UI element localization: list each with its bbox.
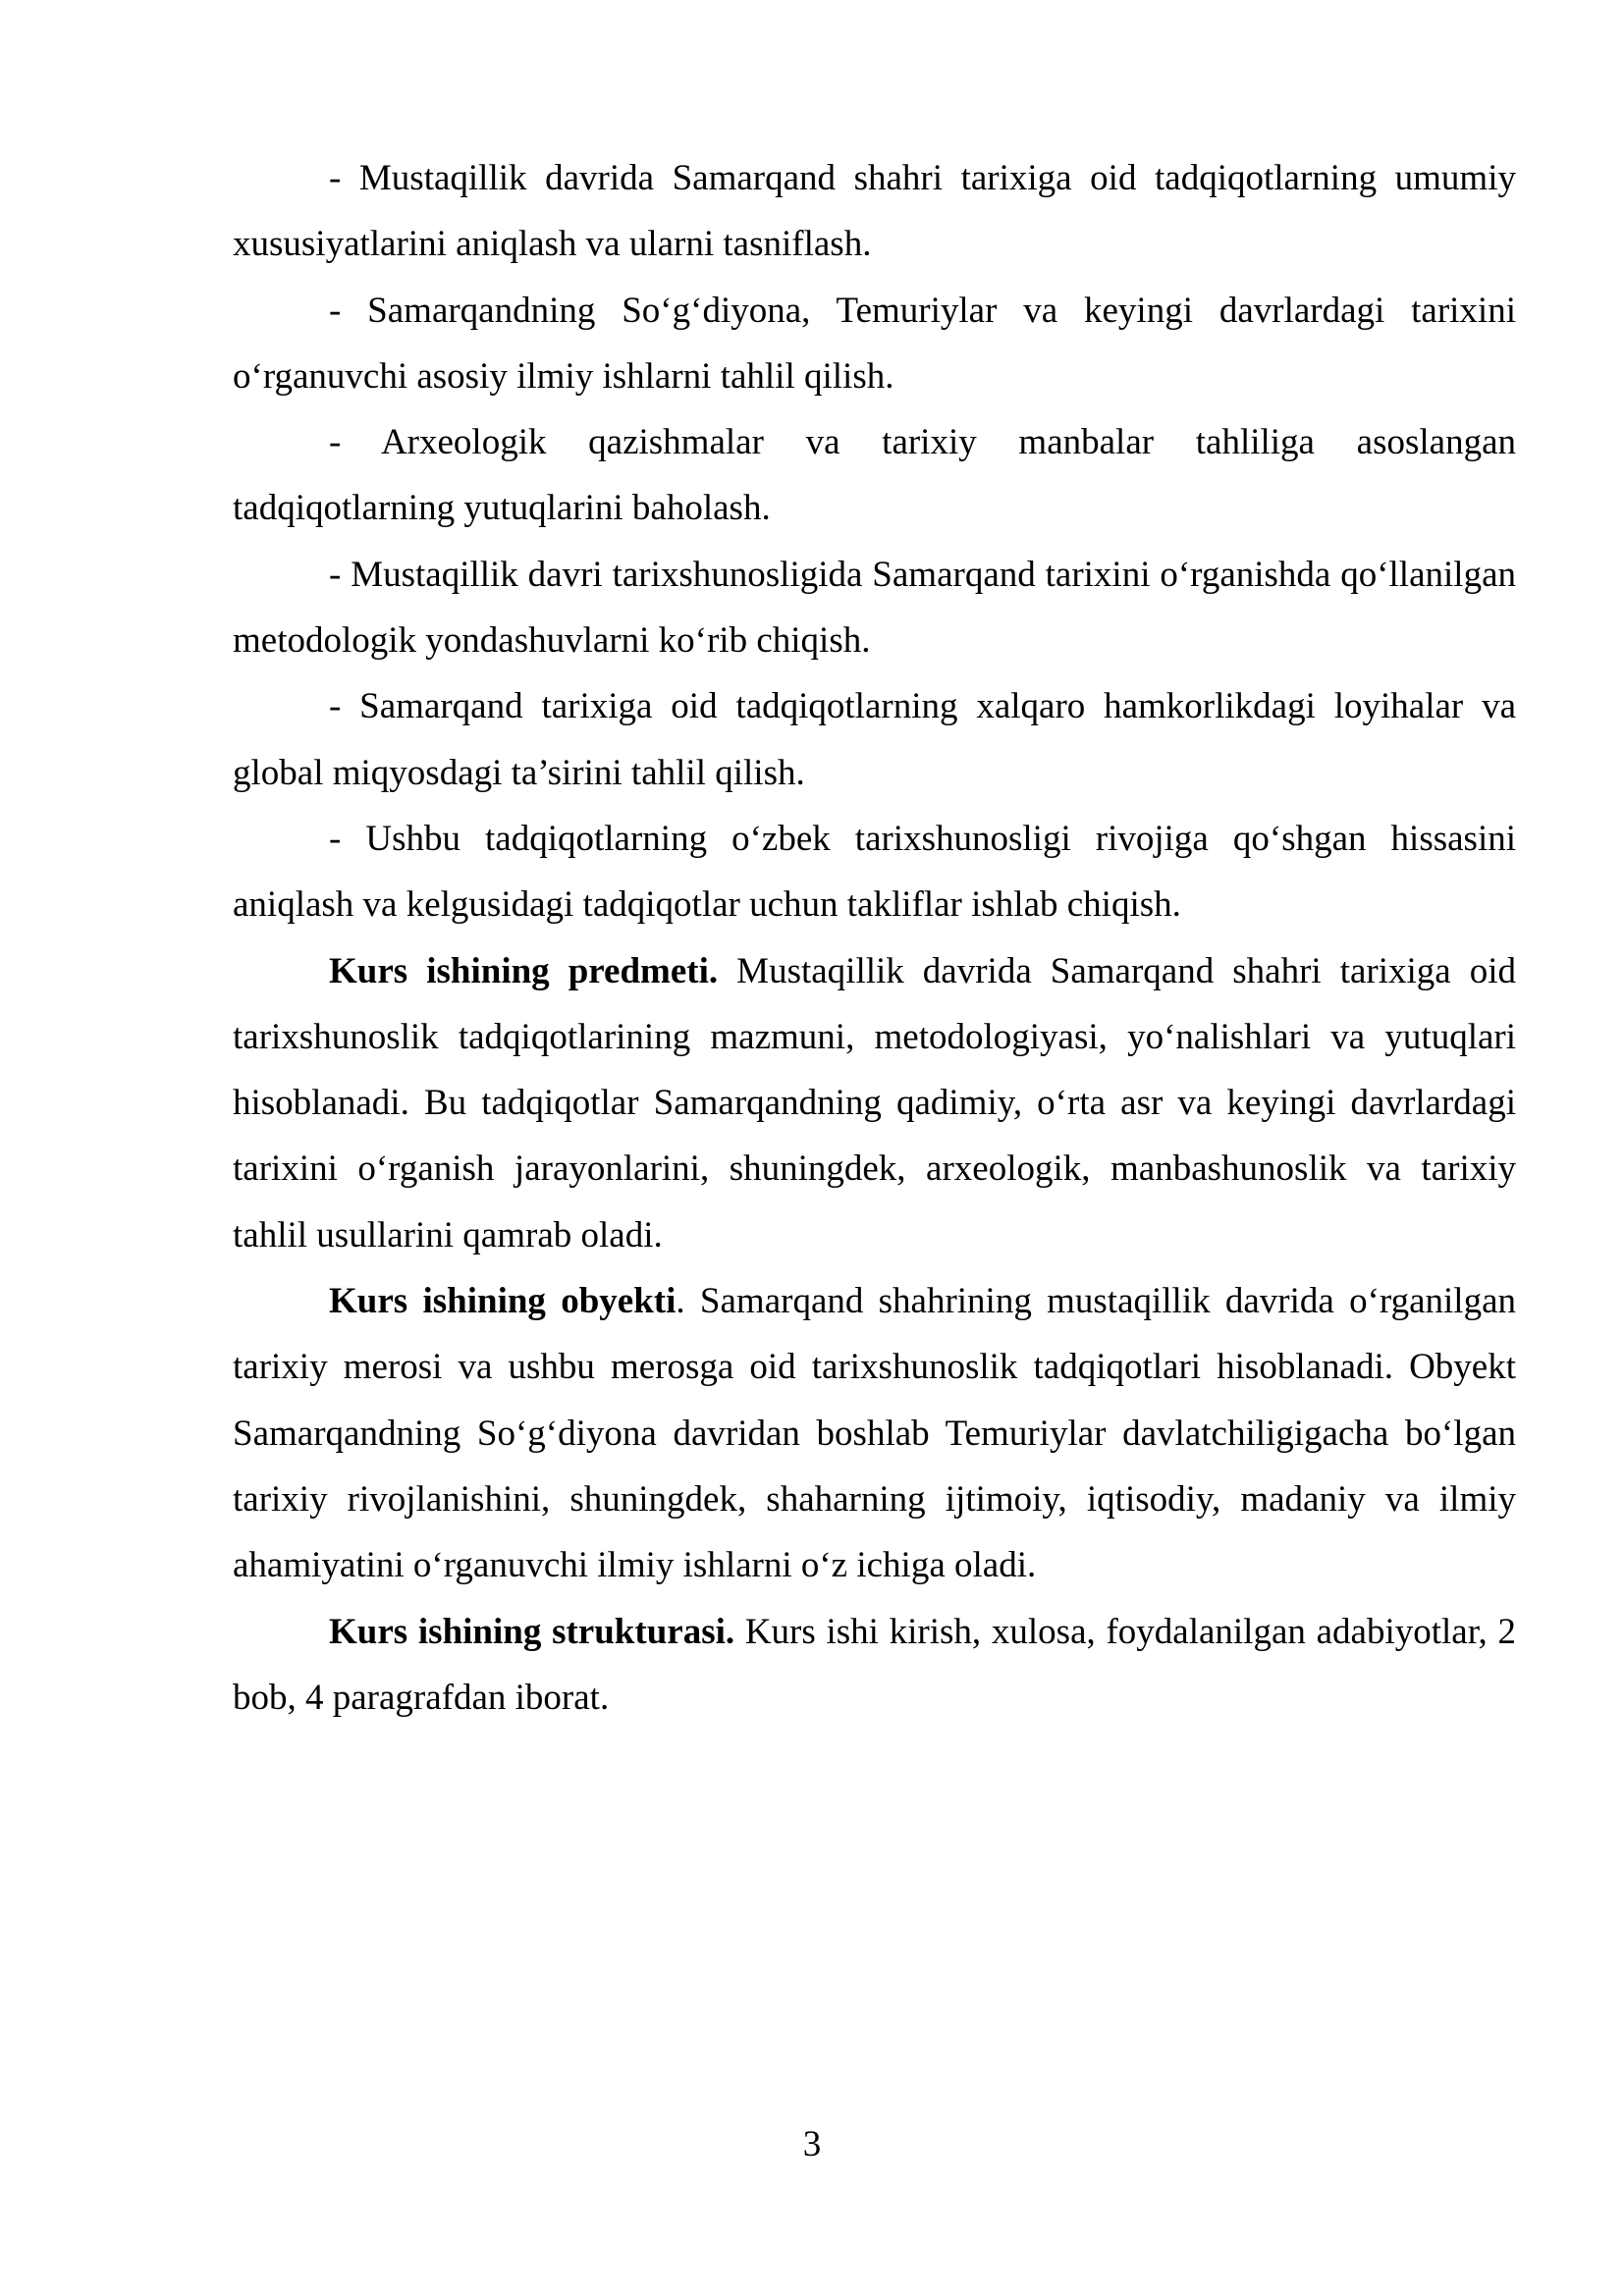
- object-paragraph: [233, 1268, 1516, 1598]
- task-item-5: - Samarqand tarixiga oid tadqiqotlarning xalqaro hamkorlikdagi loyihalar va global miqyosdagi ta’sirini tahlil qilish.: [233, 686, 1516, 793]
- task-item-4: - Mustaqillik davri tarixshunosligida Samarqand tarixini o‘rganishda qo‘llanilgan metodologik yondashuvlarni ko‘rib chiqish.: [233, 554, 1516, 662]
- structure-text: Kurs ishi kirish, xulosa, foydalanilgan adabiyotlar, 2 bob, 4 paragrafdan iborat.: [233, 1611, 1516, 1718]
- task-item-2: - Samarqandning So‘g‘diyona, Temuriylar va keyingi davrlardagi tarixini o‘rganuvchi asosiy ilmiy ishlarni tahlil qilish.: [233, 290, 1516, 397]
- document-body: [233, 145, 1516, 1731]
- object-text: . Samarqand shahrining mustaqillik davrida o‘rganilgan tarixiy merosi va ushbu merosga oid tarixshunoslik tadqiqotlari hisoblanadi. Obyekt Samarqandning So‘g‘diyona davridan boshlab Temuriylar davlatchiligigacha bo‘lgan tarixiy rivojlanishini, shuningdek, shaharning ijtimoiy, iqtisodiy, madaniy va ilmiy ahamiyatini o‘rganuvchi ilmiy ishlarni o‘z ichiga oladi.: [233, 1281, 1516, 1586]
- structure-paragraph: [233, 1599, 1516, 1732]
- subject-heading: Kurs ishining predmeti.: [329, 950, 719, 991]
- task-item-6: - Ushbu tadqiqotlarning o‘zbek tarixshunosligi rivojiga qo‘shgan hissasini aniqlash va kelgusidagi tadqiqotlar uchun takliflar ishlab chiqish.: [233, 818, 1516, 926]
- task-item-3: - Arxeologik qazishmalar va tarixiy manbalar tahliliga asoslangan tadqiqotlarning yutuqlarini baholash.: [233, 422, 1516, 529]
- structure-heading: Kurs ishining strukturasi.: [329, 1611, 735, 1652]
- page-number: 3: [802, 2124, 822, 2164]
- subject-text: Mustaqillik davrida Samarqand shahri tarixiga oid tarixshunoslik tadqiqotlarining mazmuni, metodologiyasi, yo‘nalishlari va yutuqlari hisoblanadi. Bu tadqiqotlar Samarqandning qadimiy, o‘rta asr va keyingi davrlardagi tarixini o‘rganish jarayonlarini, shuningdek, arxeologik, manbashunoslik va tarixiy tahlil usullarini qamrab oladi.: [233, 950, 1517, 1255]
- object-heading: Kurs ishining obyekti: [329, 1281, 677, 1322]
- task-item-1: - Mustaqillik davrida Samarqand shahri tarixiga oid tadqiqotlarning umumiy xususiyatlarini aniqlash va ularni tasniflash.: [233, 158, 1516, 265]
- subject-paragraph: [233, 938, 1516, 1268]
